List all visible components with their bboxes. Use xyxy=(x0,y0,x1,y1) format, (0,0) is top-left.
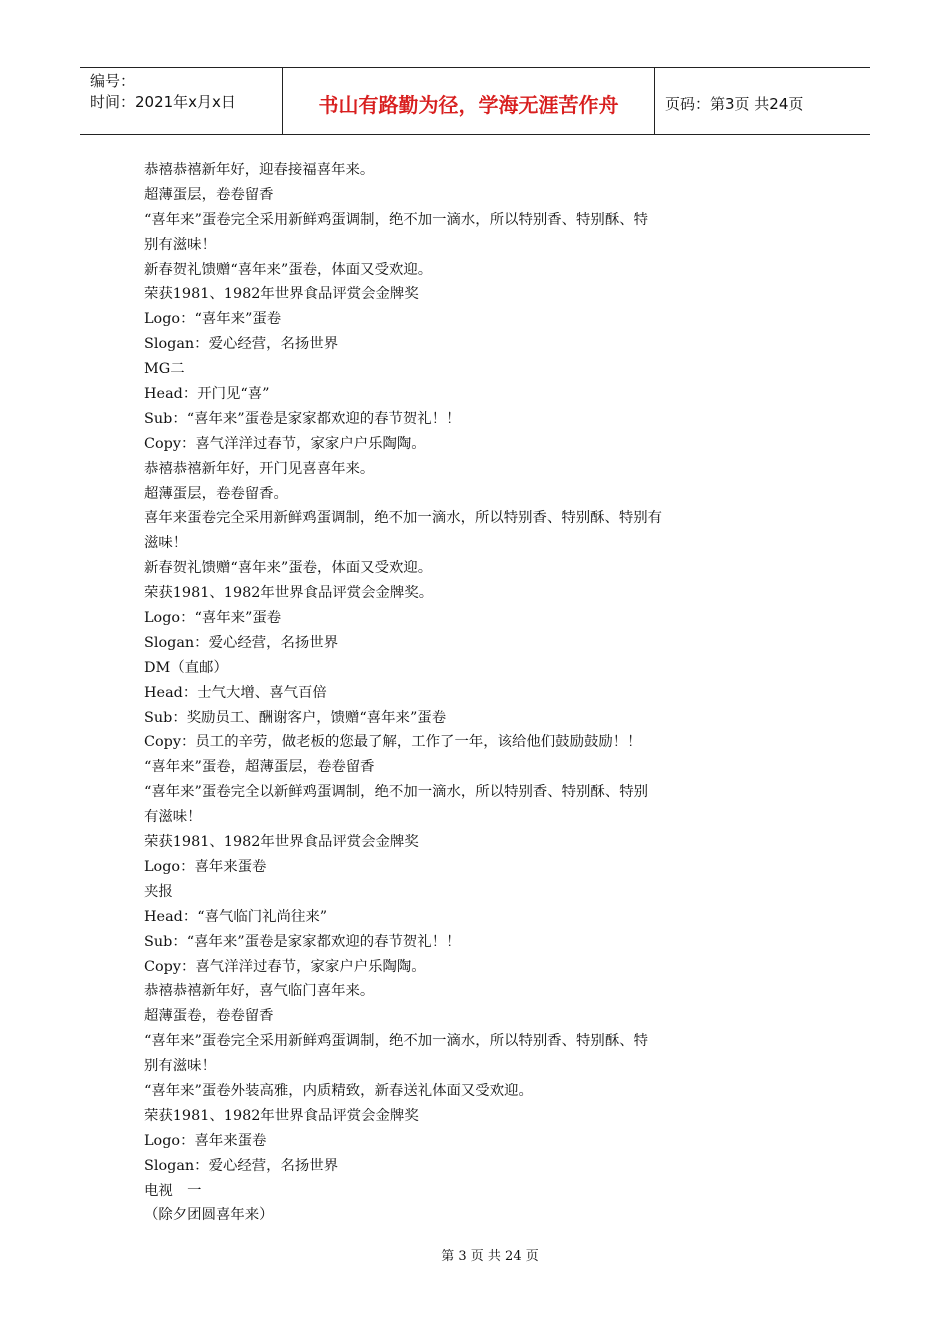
text-line: （除夕团圆喜年来） xyxy=(144,1207,274,1224)
text-line: 荣获1981、1982年世界食品评赏会金牌奖 xyxy=(144,834,419,851)
text-line: 滋味！ xyxy=(144,535,188,552)
text-line: Copy：员工的辛劳，做老板的您最了解，工作了一年，该给他们鼓励鼓励！！ xyxy=(144,734,642,751)
text-line: 有滋味！ xyxy=(144,809,202,826)
text-line: Logo：喜年来蛋卷 xyxy=(144,858,267,875)
text-line: 超薄蛋层，卷卷留香。 xyxy=(144,485,288,502)
text-line: Logo：“喜年来”蛋卷 xyxy=(144,610,282,627)
text-line: 新春贺礼馈赠“喜年来”蛋卷，体面又受欢迎。 xyxy=(144,261,433,278)
text-line: 新春贺礼馈赠“喜年来”蛋卷，体面又受欢迎。 xyxy=(144,560,433,577)
text-line: Copy：喜气洋洋过春节，家家户户乐陶陶。 xyxy=(144,958,426,975)
header-page-number: 页码：第3页 共24页 xyxy=(665,94,804,113)
text-line: 喜年来蛋卷完全采用新鲜鸡蛋调制，绝不加一滴水，所以特别香、特别酥、特别有 xyxy=(144,510,663,527)
text-line: 恭禧恭禧新年好，开门见喜喜年来。 xyxy=(144,460,375,477)
text-line: MG二 xyxy=(144,361,185,378)
text-line: 别有滋味！ xyxy=(144,236,216,253)
header-motto: 书山有路勤为径，学海无涯苦作舟 xyxy=(283,68,655,134)
text-line: 电视 一 xyxy=(144,1182,202,1199)
text-line: 超薄蛋层，卷卷留香 xyxy=(144,186,274,203)
text-line: 别有滋味！ xyxy=(144,1058,216,1075)
text-line: DM（直邮） xyxy=(144,659,228,676)
text-line: “喜年来”蛋卷完全采用新鲜鸡蛋调制，绝不加一滴水，所以特别香、特别酥、特 xyxy=(144,1033,648,1050)
text-line: “喜年来”蛋卷外装高雅，内质精致，新春送礼体面又受欢迎。 xyxy=(144,1082,533,1099)
text-line: Head：开门见“喜” xyxy=(144,386,270,403)
document-number-label: 编号： xyxy=(90,72,136,90)
text-line: 荣获1981、1982年世界食品评赏会金牌奖。 xyxy=(144,585,434,602)
text-line: Head：士气大增、喜气百倍 xyxy=(144,684,327,701)
text-line: Sub：“喜年来”蛋卷是家家都欢迎的春节贺礼！！ xyxy=(144,933,461,950)
text-line: Head：“喜气临门礼尚往来” xyxy=(144,908,328,925)
text-line: Logo：喜年来蛋卷 xyxy=(144,1132,267,1149)
text-line: Slogan：爱心经营，名扬世界 xyxy=(144,336,339,353)
text-line: Slogan：爱心经营，名扬世界 xyxy=(144,1157,339,1174)
text-line: “喜年来”蛋卷完全以新鲜鸡蛋调制，绝不加一滴水，所以特别香、特别酥、特别 xyxy=(144,784,648,801)
document-body xyxy=(144,158,724,1228)
document-date-label: 时间：2021年x月x日 xyxy=(90,93,236,111)
text-line: 恭禧恭禧新年好，迎春接福喜年来。 xyxy=(144,162,375,178)
text-line: 荣获1981、1982年世界食品评赏会金牌奖 xyxy=(144,1107,419,1124)
text-line: Sub：“喜年来”蛋卷是家家都欢迎的春节贺礼！！ xyxy=(144,410,461,427)
text-line: “喜年来”蛋卷完全采用新鲜鸡蛋调制，绝不加一滴水，所以特别香、特别酥、特 xyxy=(144,211,648,228)
page-footer: 第 3 页 共 24 页 xyxy=(441,1249,539,1264)
header-info-cell xyxy=(80,68,283,134)
text-line: Slogan：爱心经营，名扬世界 xyxy=(144,634,339,651)
text-line: 恭禧恭禧新年好，喜气临门喜年来。 xyxy=(144,983,375,1000)
text-line: Logo：“喜年来”蛋卷 xyxy=(144,311,282,328)
text-line: 荣获1981、1982年世界食品评赏会金牌奖 xyxy=(144,286,419,303)
text-line: “喜年来”蛋卷，超薄蛋层，卷卷留香 xyxy=(144,759,375,776)
text-line: Sub：奖励员工、酬谢客户，馈赠“喜年来”蛋卷 xyxy=(144,709,447,726)
text-line: 夹报 xyxy=(144,883,173,900)
page-header xyxy=(80,67,870,135)
text-line: 超薄蛋卷，卷卷留香 xyxy=(144,1008,274,1025)
text-line: Copy：喜气洋洋过春节，家家户户乐陶陶。 xyxy=(144,435,426,452)
